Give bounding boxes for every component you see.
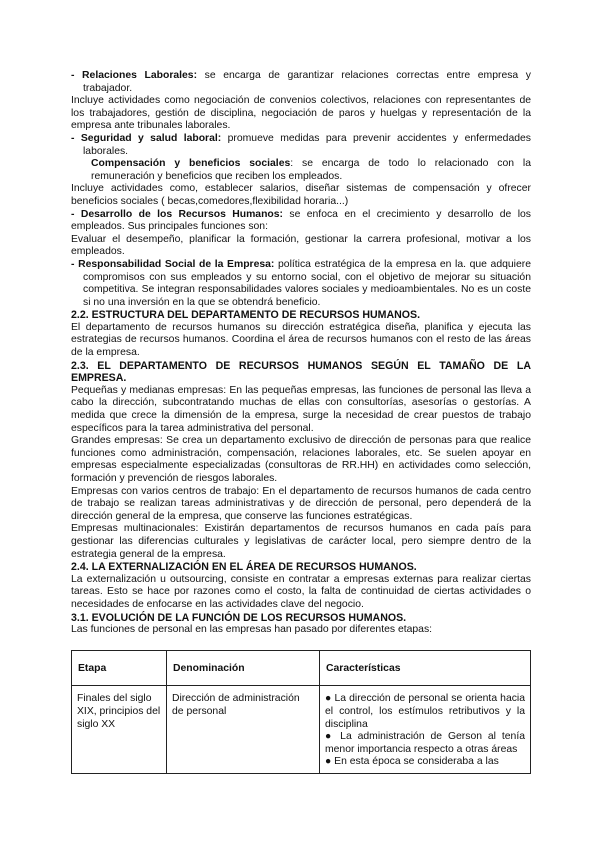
header-caracteristicas: Características <box>320 650 531 686</box>
heading-2-2: 2.2. ESTRUCTURA DEL DEPARTAMENTO DE RECURSOS HUMANOS. <box>71 309 421 322</box>
rse-label: - Responsabilidad Social de la Empresa: <box>71 258 275 270</box>
heading-2-3: 2.3. EL DEPARTAMENTO DE RECURSOS HUMANOS SEGÚN EL TAMAÑO DE LA EMPRESA. <box>71 359 531 385</box>
relaciones-laborales-text: se encarga de garantizar relaciones correctas entre empresa y trabajador. <box>83 70 531 94</box>
paragraph-3-1: Las funciones de personal en las empresas han pasado por diferentes etapas: <box>71 624 433 636</box>
rse-text: política estratégica de la empresa en la. que adquiere compromisos con sus empleados y su entorno social, con el objetivo de mejorar su situación competitiva. Se integran responsabilidades valores sociales y medioambientales. No es un coste si no una inversión en la que se obtendrá beneficio. <box>83 258 531 308</box>
relaciones-laborales-label: - Relaciones Laborales: <box>71 70 198 81</box>
desarrollo-detail: Evaluar el desempeño, planificar la formación, gestionar la carrera profesional, motivar a los empleados. <box>71 233 531 258</box>
paragraph-2-2: El departamento de recursos humanos su dirección estratégica diseña, planifica y ejecuta las estrategias de recursos humanos. Coordina el área de recursos humanos con el resto de las áreas de la empresa. <box>71 321 531 359</box>
paragraph-2-4: La externalización u outsourcing, consiste en contratar a empresas externas para realizar ciertas tareas. Esto se hace por razones como el costo, la falta de continuidad de ciertas actividades o necesidades de enfocarse en las actividades clave del negocio. <box>71 573 531 610</box>
paragraph-grandes-empresas: Grandes empresas: Se crea un departamento exclusivo de dirección de personas para que realice funciones como administración, compensación, relaciones laborales, etc. Se suelen apoyar en empresas especialmente especializadas (consultoras de RR.HH) en actividades como selección, formación y prevención de riesgos laborales. <box>71 435 531 484</box>
compensacion-detail: Incluye actividades como, establecer salarios, diseñar sistemas de compensación y ofrecer beneficios sociales ( becas,comedores,flexibilidad horaria...) <box>71 183 531 207</box>
compensacion-item <box>71 158 531 183</box>
table-row <box>72 686 531 774</box>
relaciones-laborales-item <box>71 70 531 95</box>
desarrollo-item <box>71 209 531 234</box>
header-denominacion: Denominación <box>167 650 320 686</box>
paragraph-multinacionales: Empresas multinacionales: Existirán departamentos de recursos humanos en cada país para gestionar las diferencias culturales y legislativas de carácter local, pero siempre dentro de la estrategia general de la empresa. <box>71 523 531 560</box>
paragraph-pequenas-empresas: Pequeñas y medianas empresas: En las pequeñas empresas, las funciones de personal las lleva a cabo la dirección, subcontratando muchas de ellas con consultorías, asesorías o gestorías. A medida que crece la dimensión de la empresa, surge la necesidad de crear puestos de trabajo específicos para la tarea administrativa del personal. <box>71 384 531 434</box>
seguridad-item <box>71 133 531 158</box>
compensacion-label: Compensación y beneficios sociales <box>91 158 291 170</box>
table-header-row <box>72 650 531 686</box>
desarrollo-text: se enfoca en el crecimiento y desarrollo de los empleados. Sus principales funciones son: <box>71 208 531 233</box>
paragraph-varios-centros: Empresas con varios centros de trabajo: En el departamento de recursos humanos de cada centro de trabajo se realizan tareas administrativas y de dirección de personal, pero dependerá de la dirección general de la empresa, que conserve las funciones estratégicas. <box>71 485 531 522</box>
caracteristica-item: ● La dirección de personal se orienta hacia el control, los estímulos retributivos y la disciplina <box>325 693 525 730</box>
document-body <box>71 70 531 774</box>
cell-etapa: Finales del siglo XIX, principios del siglo XX <box>72 686 167 774</box>
desarrollo-label: - Desarrollo de los Recursos Humanos: <box>71 208 284 220</box>
etapas-table <box>71 650 531 774</box>
cell-caracteristicas <box>320 686 531 774</box>
compensacion-text: : se encarga de todo lo relacionado con la remuneración y beneficios que reciben los empleados. <box>91 158 532 182</box>
header-etapa: Etapa <box>72 650 167 686</box>
seguridad-text: promueve medidas para prevenir accidentes y enfermedades laborales. <box>83 132 531 157</box>
heading-2-4: 2.4. LA EXTERNALIZACIÓN EN EL ÁREA DE RECURSOS HUMANOS. <box>71 561 417 574</box>
seguridad-label: - Seguridad y salud laboral: <box>71 132 222 144</box>
heading-3-1: 3.1. EVOLUCIÓN DE LA FUNCIÓN DE LOS RECURSOS HUMANOS. <box>71 611 407 624</box>
cell-denominacion: Dirección de administración de personal <box>167 686 320 774</box>
caracteristica-item: ● En esta época se consideraba a las <box>325 756 499 768</box>
rse-item <box>71 259 531 309</box>
caracteristica-item: ● La administración de Gerson al tenía menor importancia respecto a otras áreas <box>325 731 525 755</box>
relaciones-laborales-detail: Incluye actividades como negociación de convenios colectivos, relaciones con representantes de los trabajadores, gestión de disciplina, negociación de paros y huelgas y representación de la empresa ante tribunales laborales. <box>71 95 531 132</box>
